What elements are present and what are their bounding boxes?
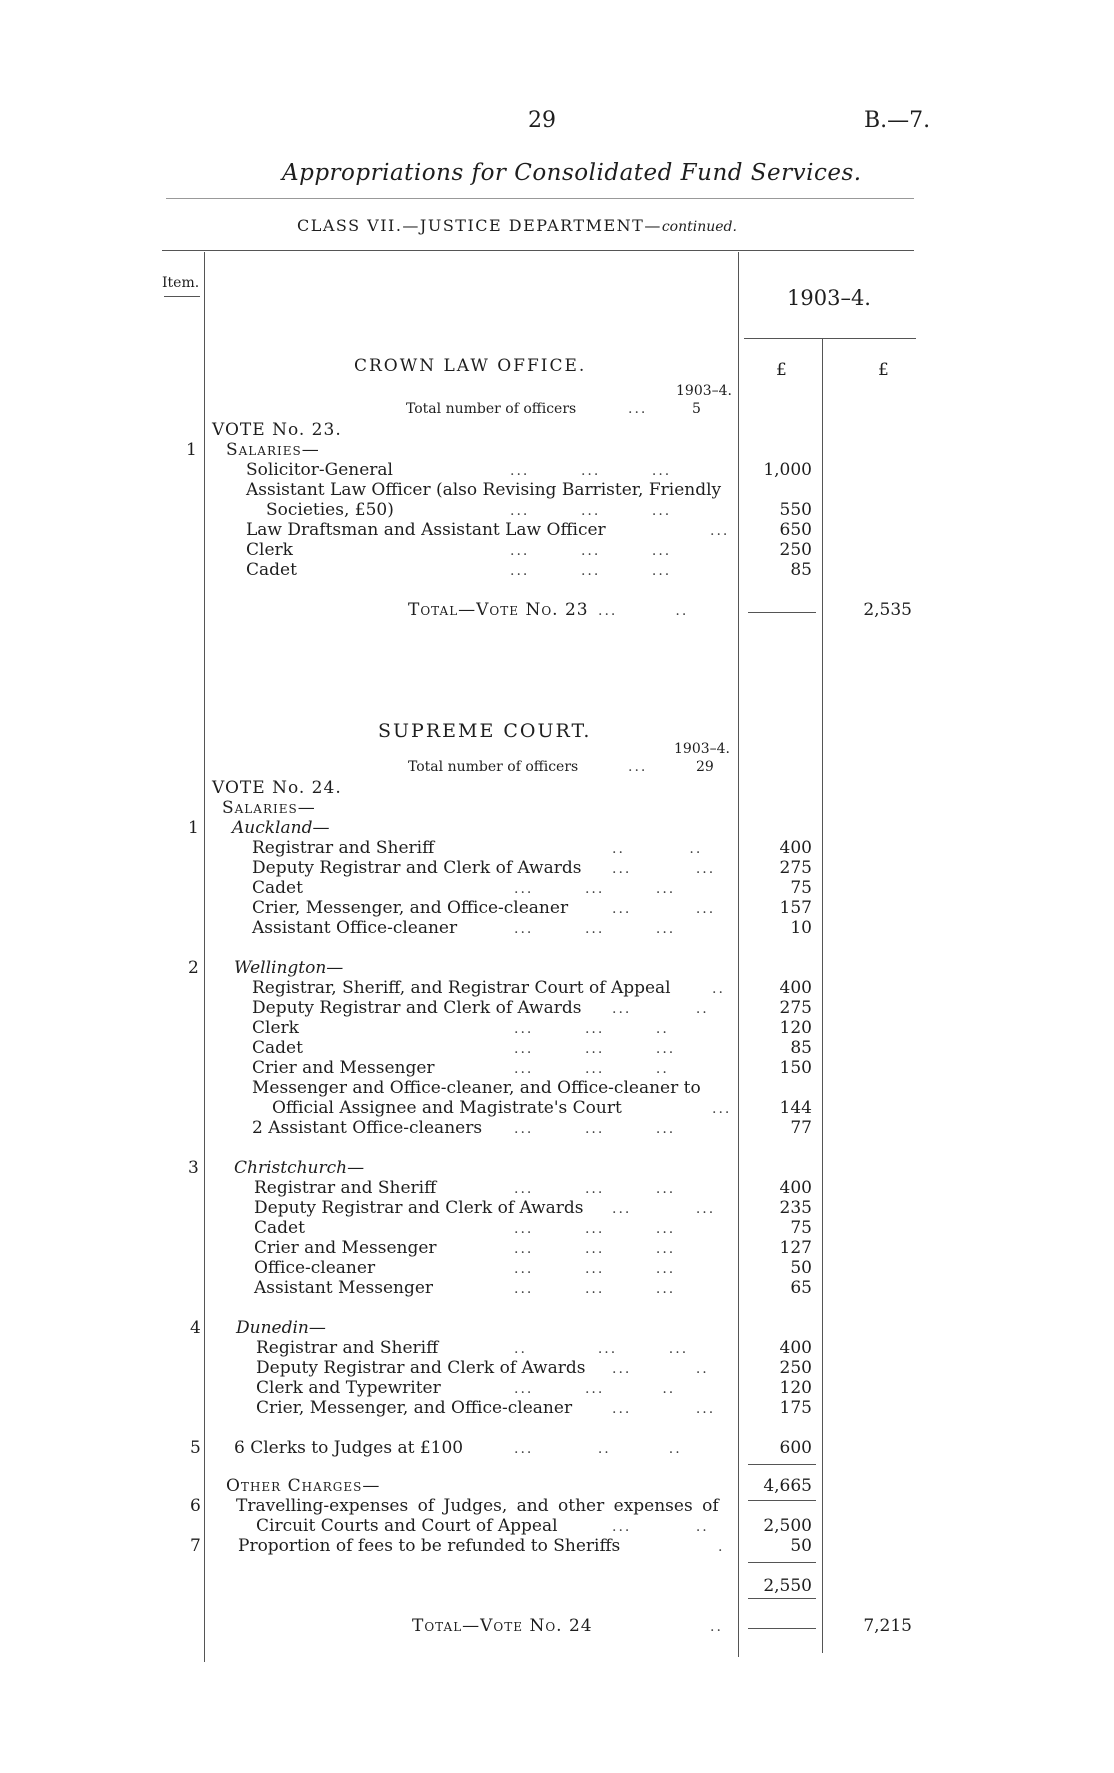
leader-dots: ... ... ...	[514, 1181, 676, 1197]
row-label: Circuit Courts and Court of Appeal	[256, 1516, 558, 1536]
supreme-total-rule	[748, 1628, 816, 1629]
row-label: Proportion of fees to be refunded to Sheriffs	[238, 1536, 621, 1556]
leader-dots: ..	[712, 981, 725, 997]
row-amount: 550	[779, 500, 812, 520]
row-amount: 10	[790, 918, 812, 938]
row-amount: 275	[779, 858, 812, 878]
row-label: Law Draftsman and Assistant Law Officer	[246, 520, 606, 540]
crown-year-label: 1903–4.	[676, 383, 732, 399]
row-amount: 50	[790, 1536, 812, 1556]
supreme-officers-label: Total number of officers	[408, 759, 579, 775]
row-amount: 400	[779, 838, 812, 858]
item5-amount: 600	[779, 1438, 812, 1458]
row-amount: 77	[790, 1118, 812, 1138]
leader-dots: ...	[628, 401, 648, 417]
leader-dots: ... ... ...	[514, 921, 676, 937]
row-label: Registrar and Sheriff	[256, 1338, 439, 1358]
row-label: Solicitor-General	[246, 460, 393, 480]
row-amount: 1,000	[763, 460, 812, 480]
leader-dots: ... ..	[612, 1519, 709, 1535]
row-label: Cadet	[246, 560, 297, 580]
leader-dots: ... ..	[612, 1361, 709, 1377]
group-item-number: 4	[190, 1318, 201, 1338]
row-label: Crier and Messenger	[252, 1058, 435, 1078]
row-label: Messenger and Office-cleaner, and Office-cleaner to	[252, 1078, 701, 1098]
leader-dots: ... ... ...	[514, 1261, 676, 1277]
row-label: Crier, Messenger, and Office-cleaner	[256, 1398, 573, 1418]
row-label: Clerk	[252, 1018, 299, 1038]
leader-dots: ... ...	[612, 1401, 716, 1417]
leader-dots: ... ... ..	[514, 1381, 676, 1397]
leader-dots: ... ... ..	[514, 1061, 669, 1077]
row-amount: 250	[779, 1358, 812, 1378]
item-column-rule	[204, 252, 205, 1662]
row-label: Cadet	[254, 1218, 305, 1238]
leader-dots: ... ...	[612, 861, 716, 877]
item5-label: 6 Clerks to Judges at £100	[234, 1438, 464, 1458]
leader-dots: ... ... ..	[514, 1021, 669, 1037]
row-label: Assistant Office-cleaner	[252, 918, 458, 938]
row-label: Registrar and Sheriff	[252, 838, 435, 858]
leader-dots: ... ..	[612, 1001, 709, 1017]
leader-dots: ... ..	[598, 603, 689, 619]
row-amount: 75	[790, 878, 812, 898]
supreme-court-heading: SUPREME COURT.	[378, 720, 592, 742]
group-name: Christchurch—	[234, 1158, 365, 1178]
row-amount: 275	[779, 998, 812, 1018]
supreme-officers-count: 29	[696, 759, 714, 775]
row-amount: 85	[790, 560, 812, 580]
supreme-total: 7,215	[863, 1616, 912, 1636]
leader-dots: ..	[710, 1619, 723, 1635]
row-amount: 650	[779, 520, 812, 540]
supreme-vote-number: VOTE No. 24.	[212, 778, 342, 798]
leader-dots: ... ...	[612, 1201, 716, 1217]
row-amount: 400	[779, 978, 812, 998]
crown-salaries-heading: Salaries—	[226, 440, 320, 460]
other-charges-subtotal: 2,550	[763, 1576, 812, 1596]
row-amount: 400	[779, 1178, 812, 1198]
leader-dots: .. ... ...	[514, 1341, 689, 1357]
crown-vote-number: VOTE No. 23.	[212, 420, 342, 440]
row-amount: 85	[790, 1038, 812, 1058]
amount-column-rule	[738, 252, 739, 1657]
group-item-number: 3	[188, 1158, 199, 1178]
row-label: Travelling-expenses of Judges, and other expenses of	[236, 1496, 719, 1516]
class-heading: CLASS VII.—JUSTICE DEPARTMENT—continued.	[297, 216, 737, 235]
row-amount: 144	[779, 1098, 812, 1118]
row-label: Deputy Registrar and Clerk of Awards	[252, 998, 582, 1018]
item-column-header: Item.	[162, 275, 200, 291]
page-title: Appropriations for Consolidated Fund Services.	[282, 160, 862, 186]
row-label: Assistant Law Officer (also Revising Barrister, Friendly	[246, 480, 722, 500]
row-label: Assistant Messenger	[254, 1278, 434, 1298]
row-amount: 120	[779, 1378, 812, 1398]
crown-officers-label: Total number of officers	[406, 401, 577, 417]
crown-officers-count: 5	[692, 401, 701, 417]
row-amount: 120	[779, 1018, 812, 1038]
group-name: Wellington—	[234, 958, 344, 978]
leader-dots: ...	[628, 759, 648, 775]
other-charges-rule	[748, 1500, 816, 1501]
row-label: Societies, £50)	[266, 500, 394, 520]
group-item-number: 2	[188, 958, 199, 978]
leader-dots: ... ... ...	[514, 1221, 676, 1237]
leader-dots: ...	[712, 1101, 732, 1117]
leader-dots: ... ... ...	[510, 503, 672, 519]
row-amount: 400	[779, 1338, 812, 1358]
leader-dots: ... ... ...	[514, 1121, 676, 1137]
leader-dots: ... ... ...	[514, 881, 676, 897]
currency-total-header: £	[878, 360, 889, 380]
supreme-total-label: Total—Vote No. 24	[412, 1616, 593, 1636]
group-name: Dunedin—	[236, 1318, 326, 1338]
supreme-year-label: 1903–4.	[674, 741, 730, 757]
row-item-number: 7	[190, 1536, 201, 1556]
year-column-header: 1903–4.	[787, 286, 871, 310]
row-amount: 235	[779, 1198, 812, 1218]
row-label: Cadet	[252, 878, 303, 898]
title-rule	[166, 198, 914, 199]
row-amount: 2,500	[763, 1516, 812, 1536]
row-label: Clerk and Typewriter	[256, 1378, 441, 1398]
crown-total-rule	[748, 612, 816, 613]
row-amount: 127	[779, 1238, 812, 1258]
row-amount: 75	[790, 1218, 812, 1238]
row-amount: 50	[790, 1258, 812, 1278]
salaries-subtotal: 4,665	[763, 1476, 812, 1496]
row-amount: 250	[779, 540, 812, 560]
row-label: Registrar and Sheriff	[254, 1178, 437, 1198]
leader-dots: .	[718, 1539, 725, 1555]
crown-total-label: Total—Vote No. 23	[408, 600, 589, 620]
row-amount: 157	[779, 898, 812, 918]
row-amount: 150	[779, 1058, 812, 1078]
crown-total: 2,535	[863, 600, 912, 620]
leader-dots: .. ..	[612, 841, 703, 857]
group-name: Auckland—	[232, 818, 330, 838]
row-amount: 175	[779, 1398, 812, 1418]
row-label: Crier, Messenger, and Office-cleaner	[252, 898, 569, 918]
leader-dots: ... .. ..	[514, 1441, 682, 1457]
leader-dots: ... ... ...	[514, 1241, 676, 1257]
crown-item-number: 1	[186, 440, 197, 460]
item-header-underline	[164, 296, 200, 297]
row-amount: 65	[790, 1278, 812, 1298]
row-label: Official Assignee and Magistrate's Court	[272, 1098, 622, 1118]
other-subtotal-rule-top	[748, 1562, 816, 1563]
leader-dots: ... ... ...	[514, 1281, 676, 1297]
leader-dots: ... ... ...	[510, 463, 672, 479]
leader-dots: ...	[710, 523, 730, 539]
item5-number: 5	[190, 1438, 201, 1458]
row-label: Registrar, Sheriff, and Registrar Court of Appeal	[252, 978, 671, 998]
year-rule	[744, 338, 916, 339]
other-charges-heading: Other Charges—	[226, 1476, 381, 1496]
row-label: Office-cleaner	[254, 1258, 376, 1278]
row-item-number: 6	[190, 1496, 201, 1516]
leader-dots: ... ...	[612, 901, 716, 917]
row-label: Clerk	[246, 540, 293, 560]
group-item-number: 1	[188, 818, 199, 838]
row-label: Deputy Registrar and Clerk of Awards	[256, 1358, 586, 1378]
total-column-rule	[822, 338, 823, 1653]
other-subtotal-rule-bottom	[748, 1598, 816, 1599]
salaries-subtotal-rule	[748, 1464, 816, 1465]
row-label: 2 Assistant Office-cleaners	[252, 1118, 483, 1138]
leader-dots: ... ... ...	[514, 1041, 676, 1057]
supreme-salaries-heading: Salaries—	[222, 798, 316, 818]
leader-dots: ... ... ...	[510, 563, 672, 579]
row-label: Cadet	[252, 1038, 303, 1058]
document-code: B.—7.	[864, 108, 931, 133]
row-label: Deputy Registrar and Clerk of Awards	[252, 858, 582, 878]
table-top-rule	[162, 250, 914, 251]
crown-law-office-heading: CROWN LAW OFFICE.	[354, 356, 587, 376]
page-number: 29	[528, 108, 556, 133]
currency-amount-header: £	[776, 360, 787, 380]
row-label: Crier and Messenger	[254, 1238, 437, 1258]
row-label: Deputy Registrar and Clerk of Awards	[254, 1198, 584, 1218]
leader-dots: ... ... ...	[510, 543, 672, 559]
